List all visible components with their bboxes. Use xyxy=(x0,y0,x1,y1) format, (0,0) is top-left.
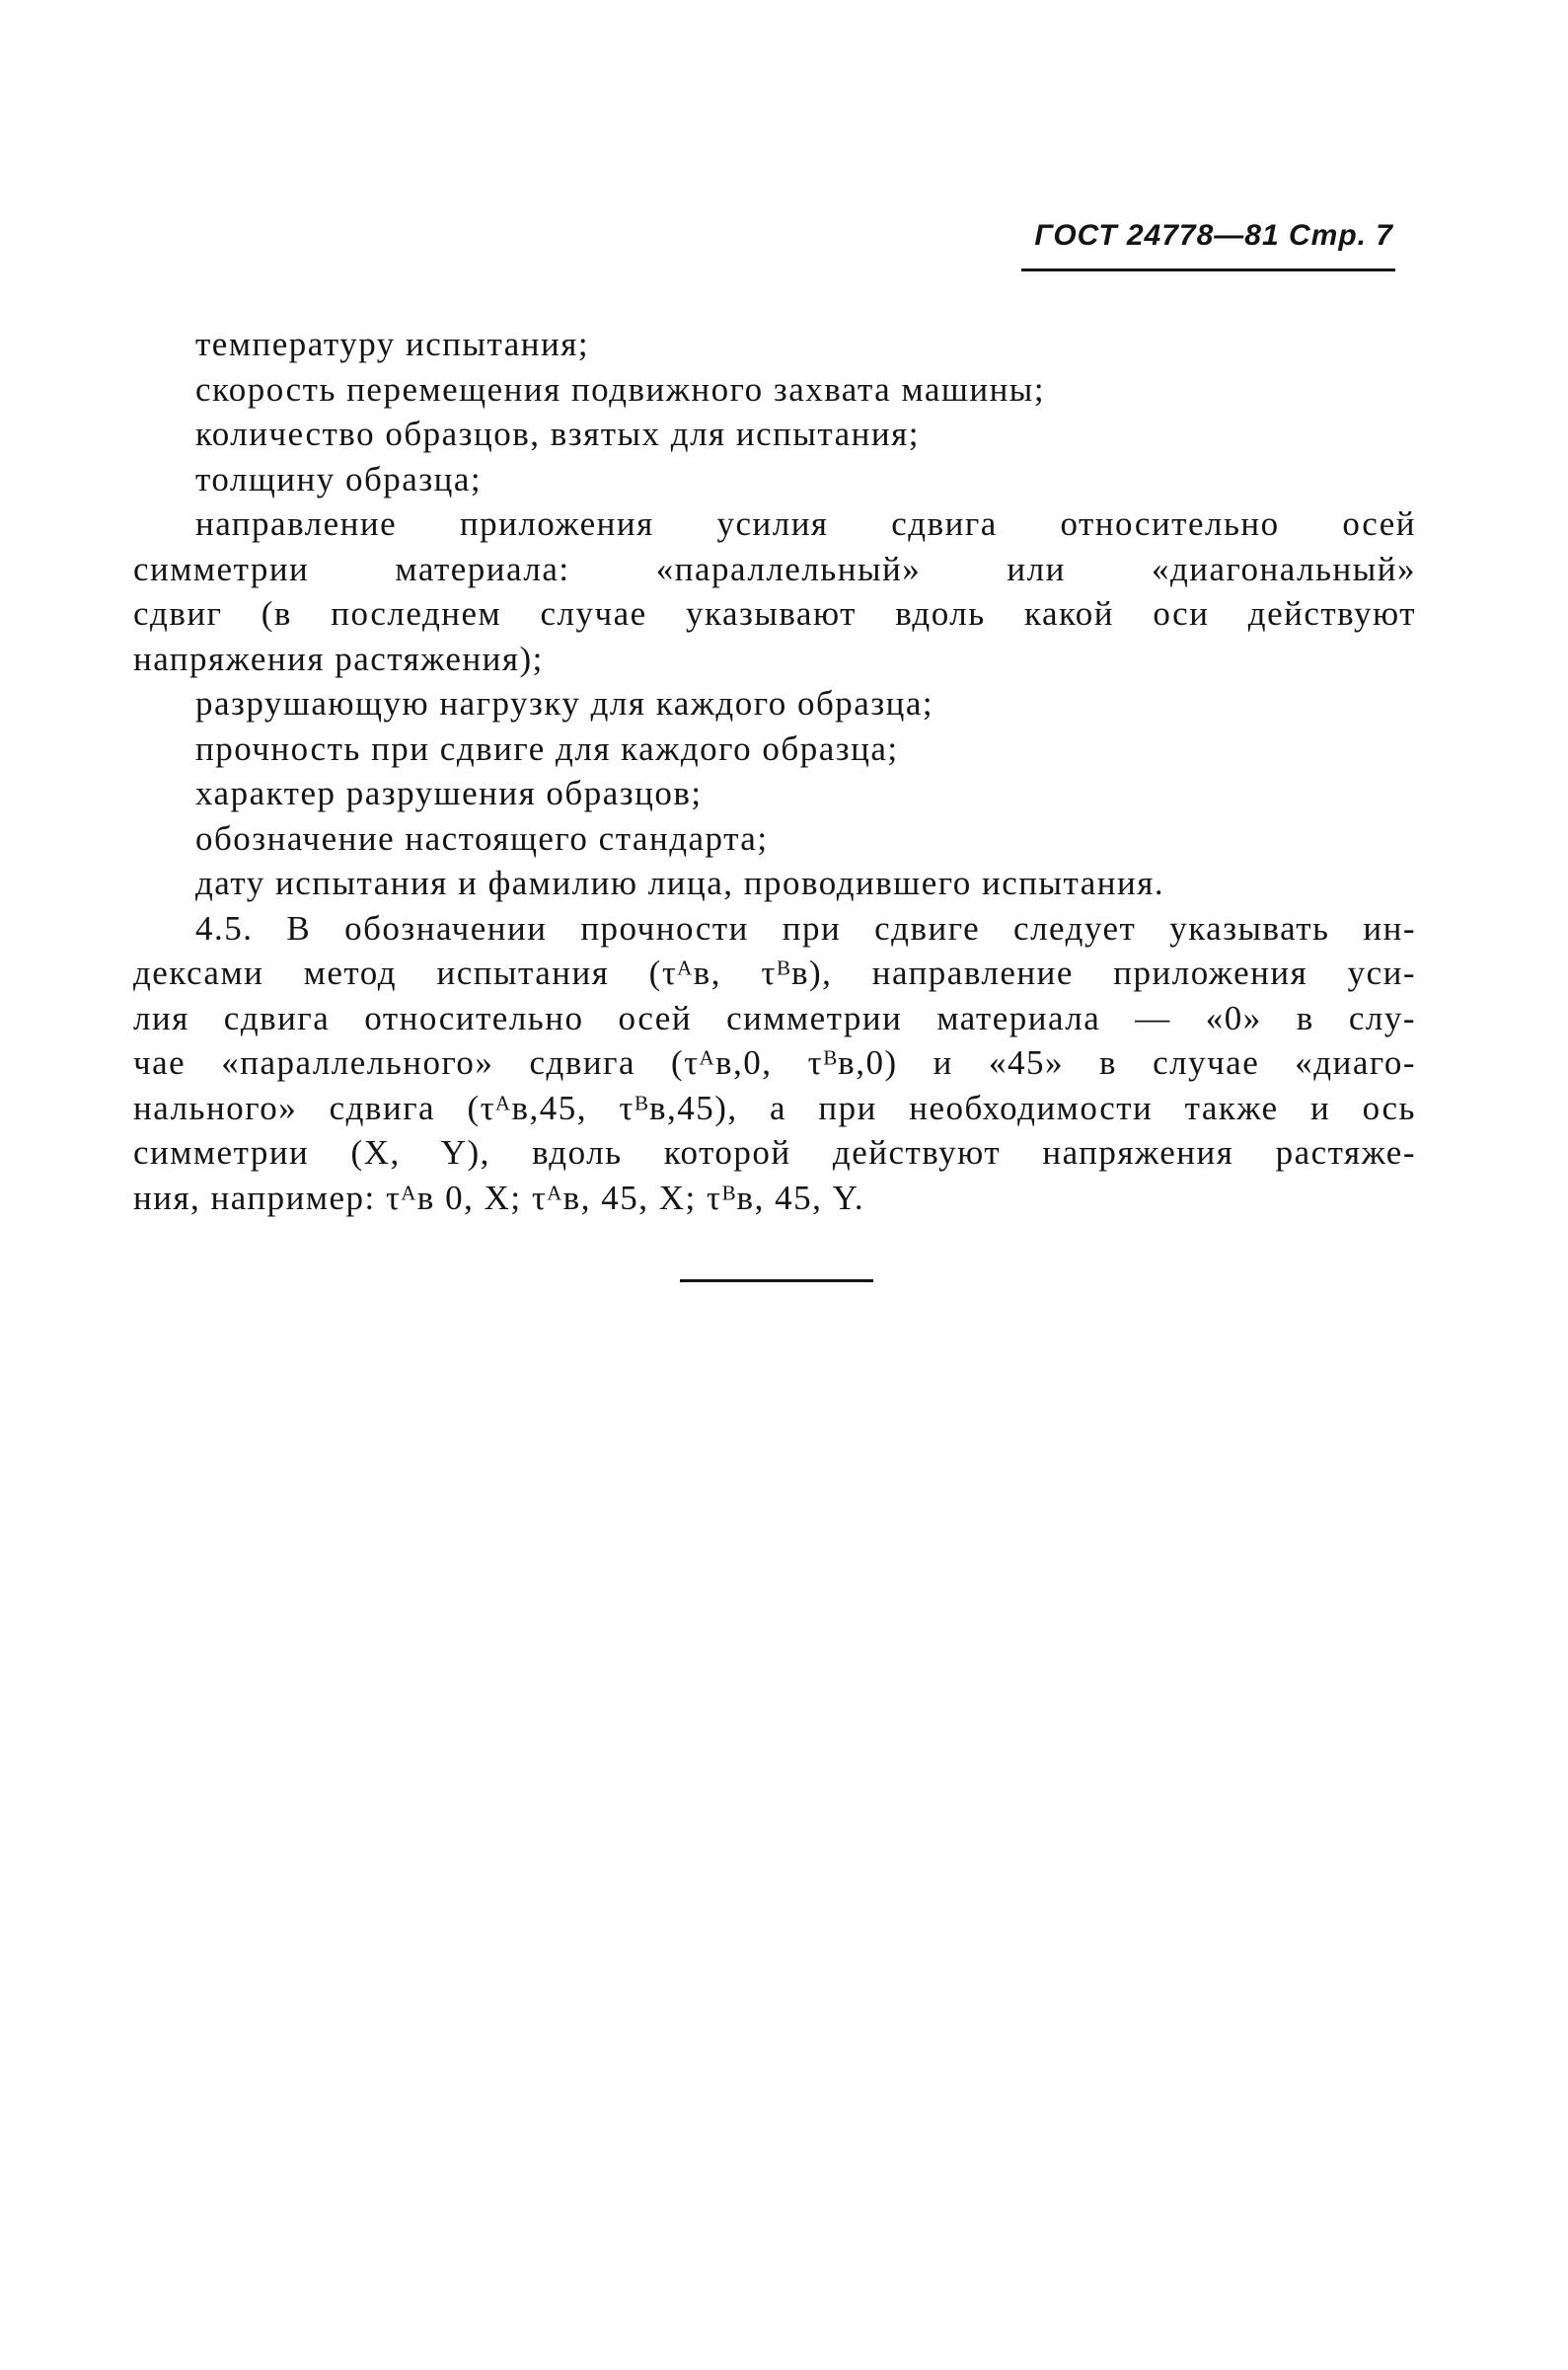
text-line: 4.5. В обозначении прочности при сдвиге следует указывать ин- xyxy=(195,908,1416,948)
text-line: чае «параллельного» сдвига (τᴬв,0, τᴮв,0) и «45» в случае «диаго- xyxy=(133,1043,1416,1082)
text-line: симметрии (X, Y), вдоль которой действуют напряжения растяже- xyxy=(133,1133,1416,1172)
text-line: характер разрушения образцов; xyxy=(195,774,703,812)
text-line: количество образцов, взятых для испытания; xyxy=(195,415,920,453)
text-line: толщину образца; xyxy=(195,459,483,498)
header-rule xyxy=(1021,268,1395,271)
text-line: скорость перемещения подвижного захвата машины; xyxy=(195,369,1046,409)
body-text xyxy=(133,322,1416,1220)
text-line: ния, например: τᴬв 0, X; τᴬв, 45, X; τᴮв, 45, Y. xyxy=(133,1178,865,1217)
running-head: ГОСТ 24778—81 Стр. 7 xyxy=(1034,219,1393,252)
text-line: разрушающую нагрузку для каждого образца; xyxy=(195,684,934,723)
text-line: дексами метод испытания (τᴬв, τᴮв), направление приложения уси- xyxy=(133,954,1416,992)
text-line: сдвиг (в последнем случае указывают вдоль какой оси действуют xyxy=(133,594,1416,633)
text-line: обозначение настоящего стандарта; xyxy=(195,818,769,858)
text-line: прочность при сдвиге для каждого образца; xyxy=(195,728,899,768)
text-line: лия сдвига относительно осей симметрии материала — «0» в слу- xyxy=(133,998,1416,1037)
text-line: симметрии материала: «параллельный» или «диагональный» xyxy=(133,549,1416,588)
text-line: дату испытания и фамилию лица, проводившего испытания. xyxy=(195,864,1165,902)
text-line: напряжения растяжения); xyxy=(133,639,544,678)
text-line: направление приложения усилия сдвига относительно осей xyxy=(195,504,1416,543)
text-line: температуру испытания; xyxy=(195,325,590,363)
text-line: нального» сдвига (τᴬв,45, τᴮв,45), а при необходимости также и ось xyxy=(133,1088,1416,1127)
end-rule xyxy=(680,1279,873,1282)
